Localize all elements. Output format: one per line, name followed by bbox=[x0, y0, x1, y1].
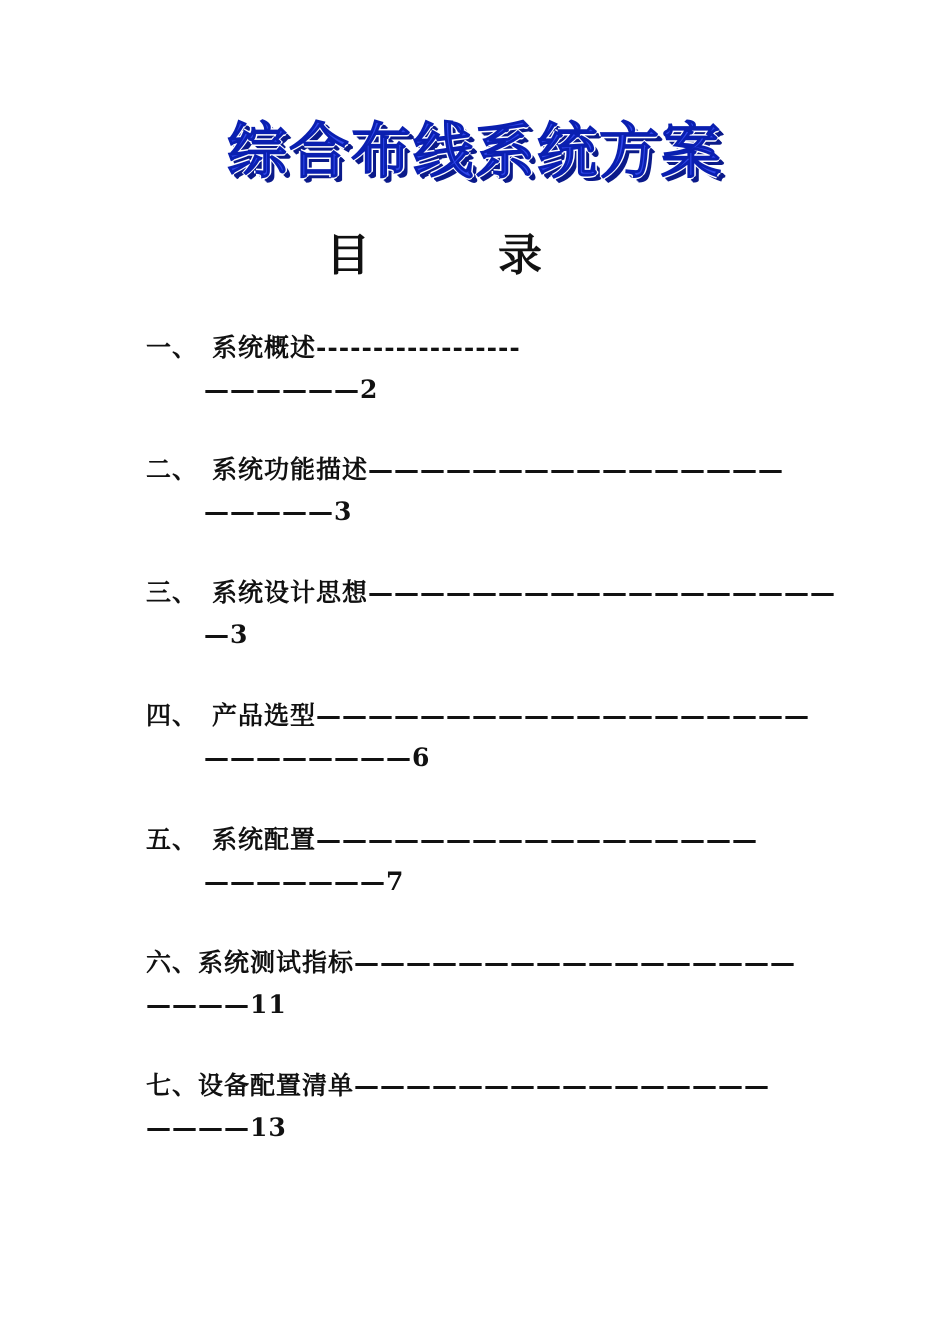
toc-entry-number: 三、 bbox=[146, 578, 199, 607]
toc-entry-leader: ———— bbox=[146, 990, 250, 1019]
toc-entry-page: 13 bbox=[250, 1113, 287, 1142]
toc-entry-line bbox=[146, 698, 810, 734]
toc-entry-leader: ——————— bbox=[204, 867, 386, 896]
toc-entry-leader: — bbox=[204, 620, 230, 649]
toc-entry-line bbox=[146, 822, 758, 858]
toc-entry-leader: ——————————————————— bbox=[316, 701, 811, 730]
toc-entry-leader: ————————————————— bbox=[354, 948, 797, 977]
toc-entry-page: 2 bbox=[360, 375, 379, 404]
toc-entry-label: 系统功能描述 bbox=[212, 455, 369, 484]
toc-entry-line bbox=[146, 945, 796, 981]
toc-entry-continuation bbox=[204, 740, 430, 776]
toc-heading-char-1: 目 bbox=[326, 230, 370, 281]
toc-entry-label: 产品选型 bbox=[212, 701, 317, 730]
toc-entry-label: 系统概述 bbox=[212, 333, 317, 362]
toc-entry-label: 系统配置 bbox=[212, 825, 317, 854]
toc-entry-page: 6 bbox=[412, 743, 431, 772]
document-title: 综合布线系统方案 bbox=[227, 117, 723, 187]
toc-entry-leader: ———————— bbox=[204, 743, 412, 772]
toc-entry-number: 二、 bbox=[146, 455, 199, 484]
toc-heading-char-2: 录 bbox=[498, 230, 542, 281]
toc-entry-continuation bbox=[204, 494, 352, 530]
toc-entry-leader: ————— bbox=[204, 497, 334, 526]
toc-entry-continuation bbox=[204, 617, 248, 653]
toc-entry-page: 11 bbox=[250, 990, 287, 1019]
toc-entry-number: 七、 bbox=[146, 1071, 199, 1100]
toc-entry-page: 7 bbox=[386, 867, 405, 896]
toc-entry-number: 五、 bbox=[146, 825, 199, 854]
toc-entry-page: 3 bbox=[334, 497, 353, 526]
toc-entry-page: 3 bbox=[230, 620, 249, 649]
toc-entry-number: 四、 bbox=[146, 701, 199, 730]
toc-entry-leader: ————————————————— bbox=[316, 825, 759, 854]
toc-entry-leader: ———————————————— bbox=[354, 1071, 771, 1100]
toc-entry-label: 系统测试指标 bbox=[198, 948, 355, 977]
toc-entry-line bbox=[146, 330, 521, 366]
toc-entry-continuation bbox=[146, 987, 287, 1023]
toc-entry-leader: ———————————————— bbox=[368, 455, 785, 484]
toc-entry-label: 设备配置清单 bbox=[198, 1071, 355, 1100]
toc-entry-number: 一、 bbox=[146, 333, 199, 362]
toc-entry-continuation bbox=[204, 372, 378, 408]
toc-entry-line bbox=[146, 1068, 770, 1104]
toc-heading bbox=[322, 226, 562, 286]
toc-entry-line bbox=[146, 575, 836, 611]
toc-entry-continuation bbox=[146, 1110, 287, 1146]
toc-entry-leader: ———— bbox=[146, 1113, 250, 1142]
toc-entry-continuation bbox=[204, 864, 404, 900]
toc-entry-label: 系统设计思想 bbox=[212, 578, 369, 607]
toc-entry-leader: ------------------ bbox=[316, 333, 521, 362]
toc-entry-number: 六、 bbox=[146, 948, 199, 977]
toc-entry-leader: —————— bbox=[204, 375, 360, 404]
toc-entry-leader: —————————————————— bbox=[368, 578, 837, 607]
toc-entry-line bbox=[146, 452, 784, 488]
